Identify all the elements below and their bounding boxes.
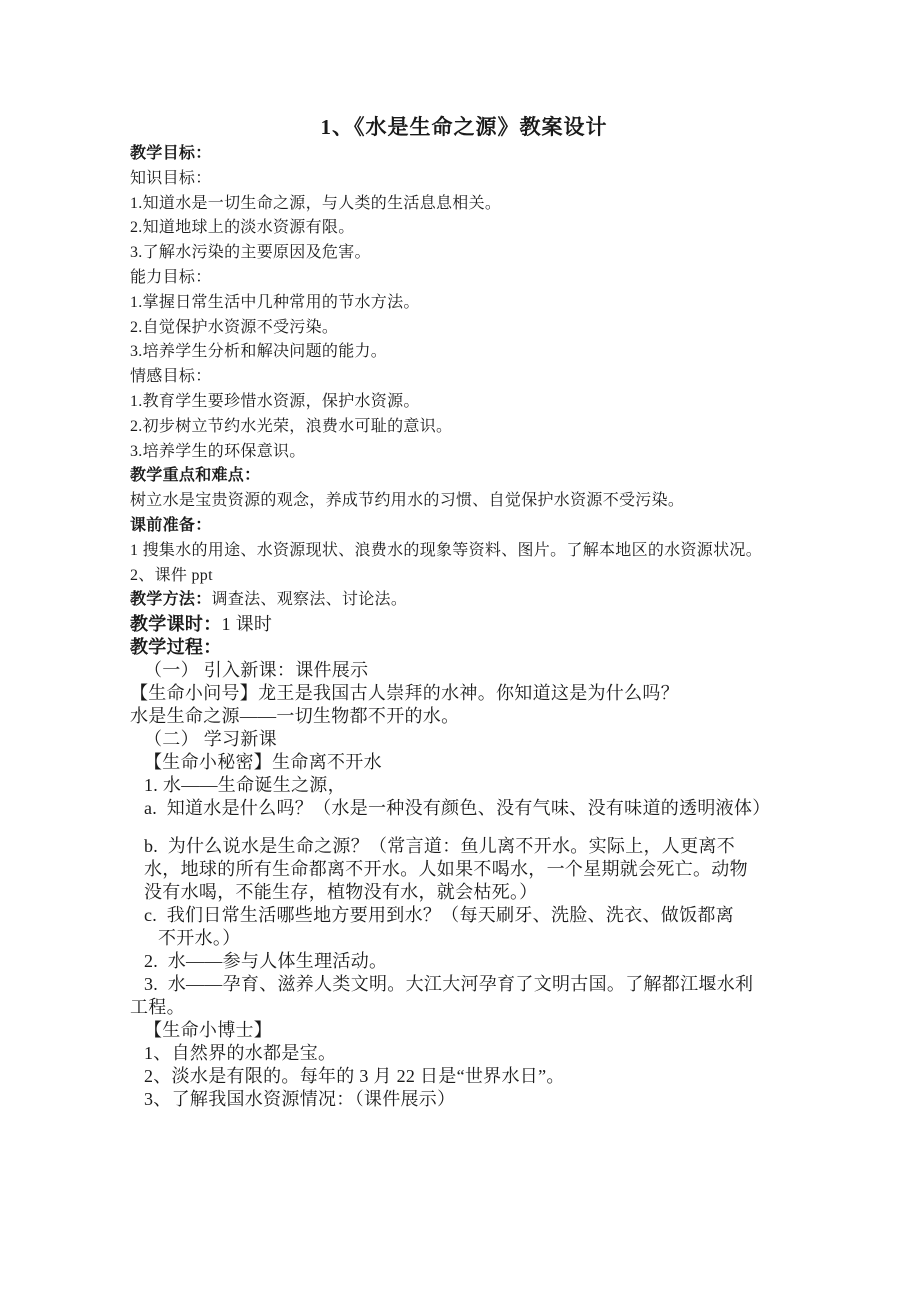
emotion-item: 1.教育学生要珍惜水资源，保护水资源。	[130, 392, 420, 410]
hours-label: 教学课时：	[130, 614, 222, 635]
process-line: 水是生命之源——一切生物都不开的水。	[130, 706, 460, 727]
process-line: 水，地球的所有生命都离不开水。人如果不喝水，一个星期就会死亡。动物	[144, 859, 748, 880]
method-label: 教学方法：	[130, 591, 212, 609]
preparation-item: 1 搜集水的用途、水资源现状、浪费水的现象等资料、图片。了解本地区的水资源状况。	[130, 541, 763, 559]
hours-line	[130, 613, 798, 636]
process-line: （二） 学习新课	[144, 729, 277, 750]
keypoints-body: 树立水是宝贵资源的观念，养成节约用水的习惯、自觉保护水资源不受污染。	[130, 492, 685, 510]
emotion-item: 3.培养学生的环保意识。	[130, 442, 306, 460]
process-line: （一） 引入新课：课件展示	[144, 660, 369, 681]
process-line: 【生命小问号】龙王是我国古人崇拜的水神。你知道这是为什么吗？	[130, 683, 679, 704]
process-line: b. 为什么说水是生命之源？（常言道：鱼儿离不开水。实际上，人更离不	[144, 836, 735, 857]
process-line: 3、了解我国水资源情况：（课件展示）	[144, 1089, 456, 1110]
process-line: 【生命小博士】	[144, 1020, 273, 1041]
process-line: 工程。	[130, 997, 185, 1018]
knowledge-item: 3.了解水污染的主要原因及危害。	[130, 244, 371, 262]
ability-heading: 能力目标：	[130, 268, 212, 286]
process-line: 【生命小秘密】生命离不开水	[144, 752, 382, 773]
document-title: 1、《水是生命之源》教案设计	[320, 115, 608, 139]
process-line: 2、淡水是有限的。每年的 3 月 22 日是“世界水日”。	[144, 1066, 565, 1087]
keypoints-heading: 教学重点和难点：	[130, 467, 261, 485]
process-line: 没有水喝，不能生存，植物没有水，就会枯死。）	[144, 882, 538, 903]
knowledge-item: 1.知道水是一切生命之源，与人类的生活息息相关。	[130, 194, 502, 212]
knowledge-item: 2.知道地球上的淡水资源有限。	[130, 219, 355, 237]
preparation-item: 2、课件 ppt	[130, 566, 213, 584]
blank-line	[130, 820, 798, 835]
objectives-heading: 教学目标：	[130, 145, 212, 162]
process-line: 1、自然界的水都是宝。	[144, 1043, 337, 1064]
knowledge-heading: 知识目标：	[130, 169, 212, 187]
process-line: 3. 水——孕育、滋养人类文明。大江大河孕育了文明古国。了解都江堰水利	[144, 974, 754, 995]
process-line: 不开水。）	[158, 928, 241, 949]
emotion-item: 2.初步树立节约水光荣，浪费水可耻的意识。	[130, 417, 453, 435]
method-value: 调查法、观察法、讨论法。	[211, 591, 408, 609]
ability-item: 2.自觉保护水资源不受污染。	[130, 318, 339, 336]
preparation-heading: 课前准备：	[130, 516, 212, 534]
emotion-heading: 情感目标：	[130, 368, 212, 386]
ability-item: 3.培养学生分析和解决问题的能力。	[130, 343, 388, 361]
hours-value: 1 课时	[221, 614, 273, 635]
process-line: a. 知道水是什么吗？（水是一种没有颜色、没有气味、没有味道的透明液体）	[144, 798, 771, 819]
process-line: 2. 水——参与人体生理活动。	[144, 951, 388, 972]
process-line: 1. 水——生命诞生之源，	[144, 775, 346, 796]
method-line	[130, 588, 798, 613]
process-heading: 教学过程：	[130, 637, 222, 658]
process-line: c. 我们日常生活哪些地方要用到水？（每天刷牙、洗脸、洗衣、做饭都离	[144, 905, 734, 926]
ability-item: 1.掌握日常生活中几种常用的节水方法。	[130, 293, 420, 311]
